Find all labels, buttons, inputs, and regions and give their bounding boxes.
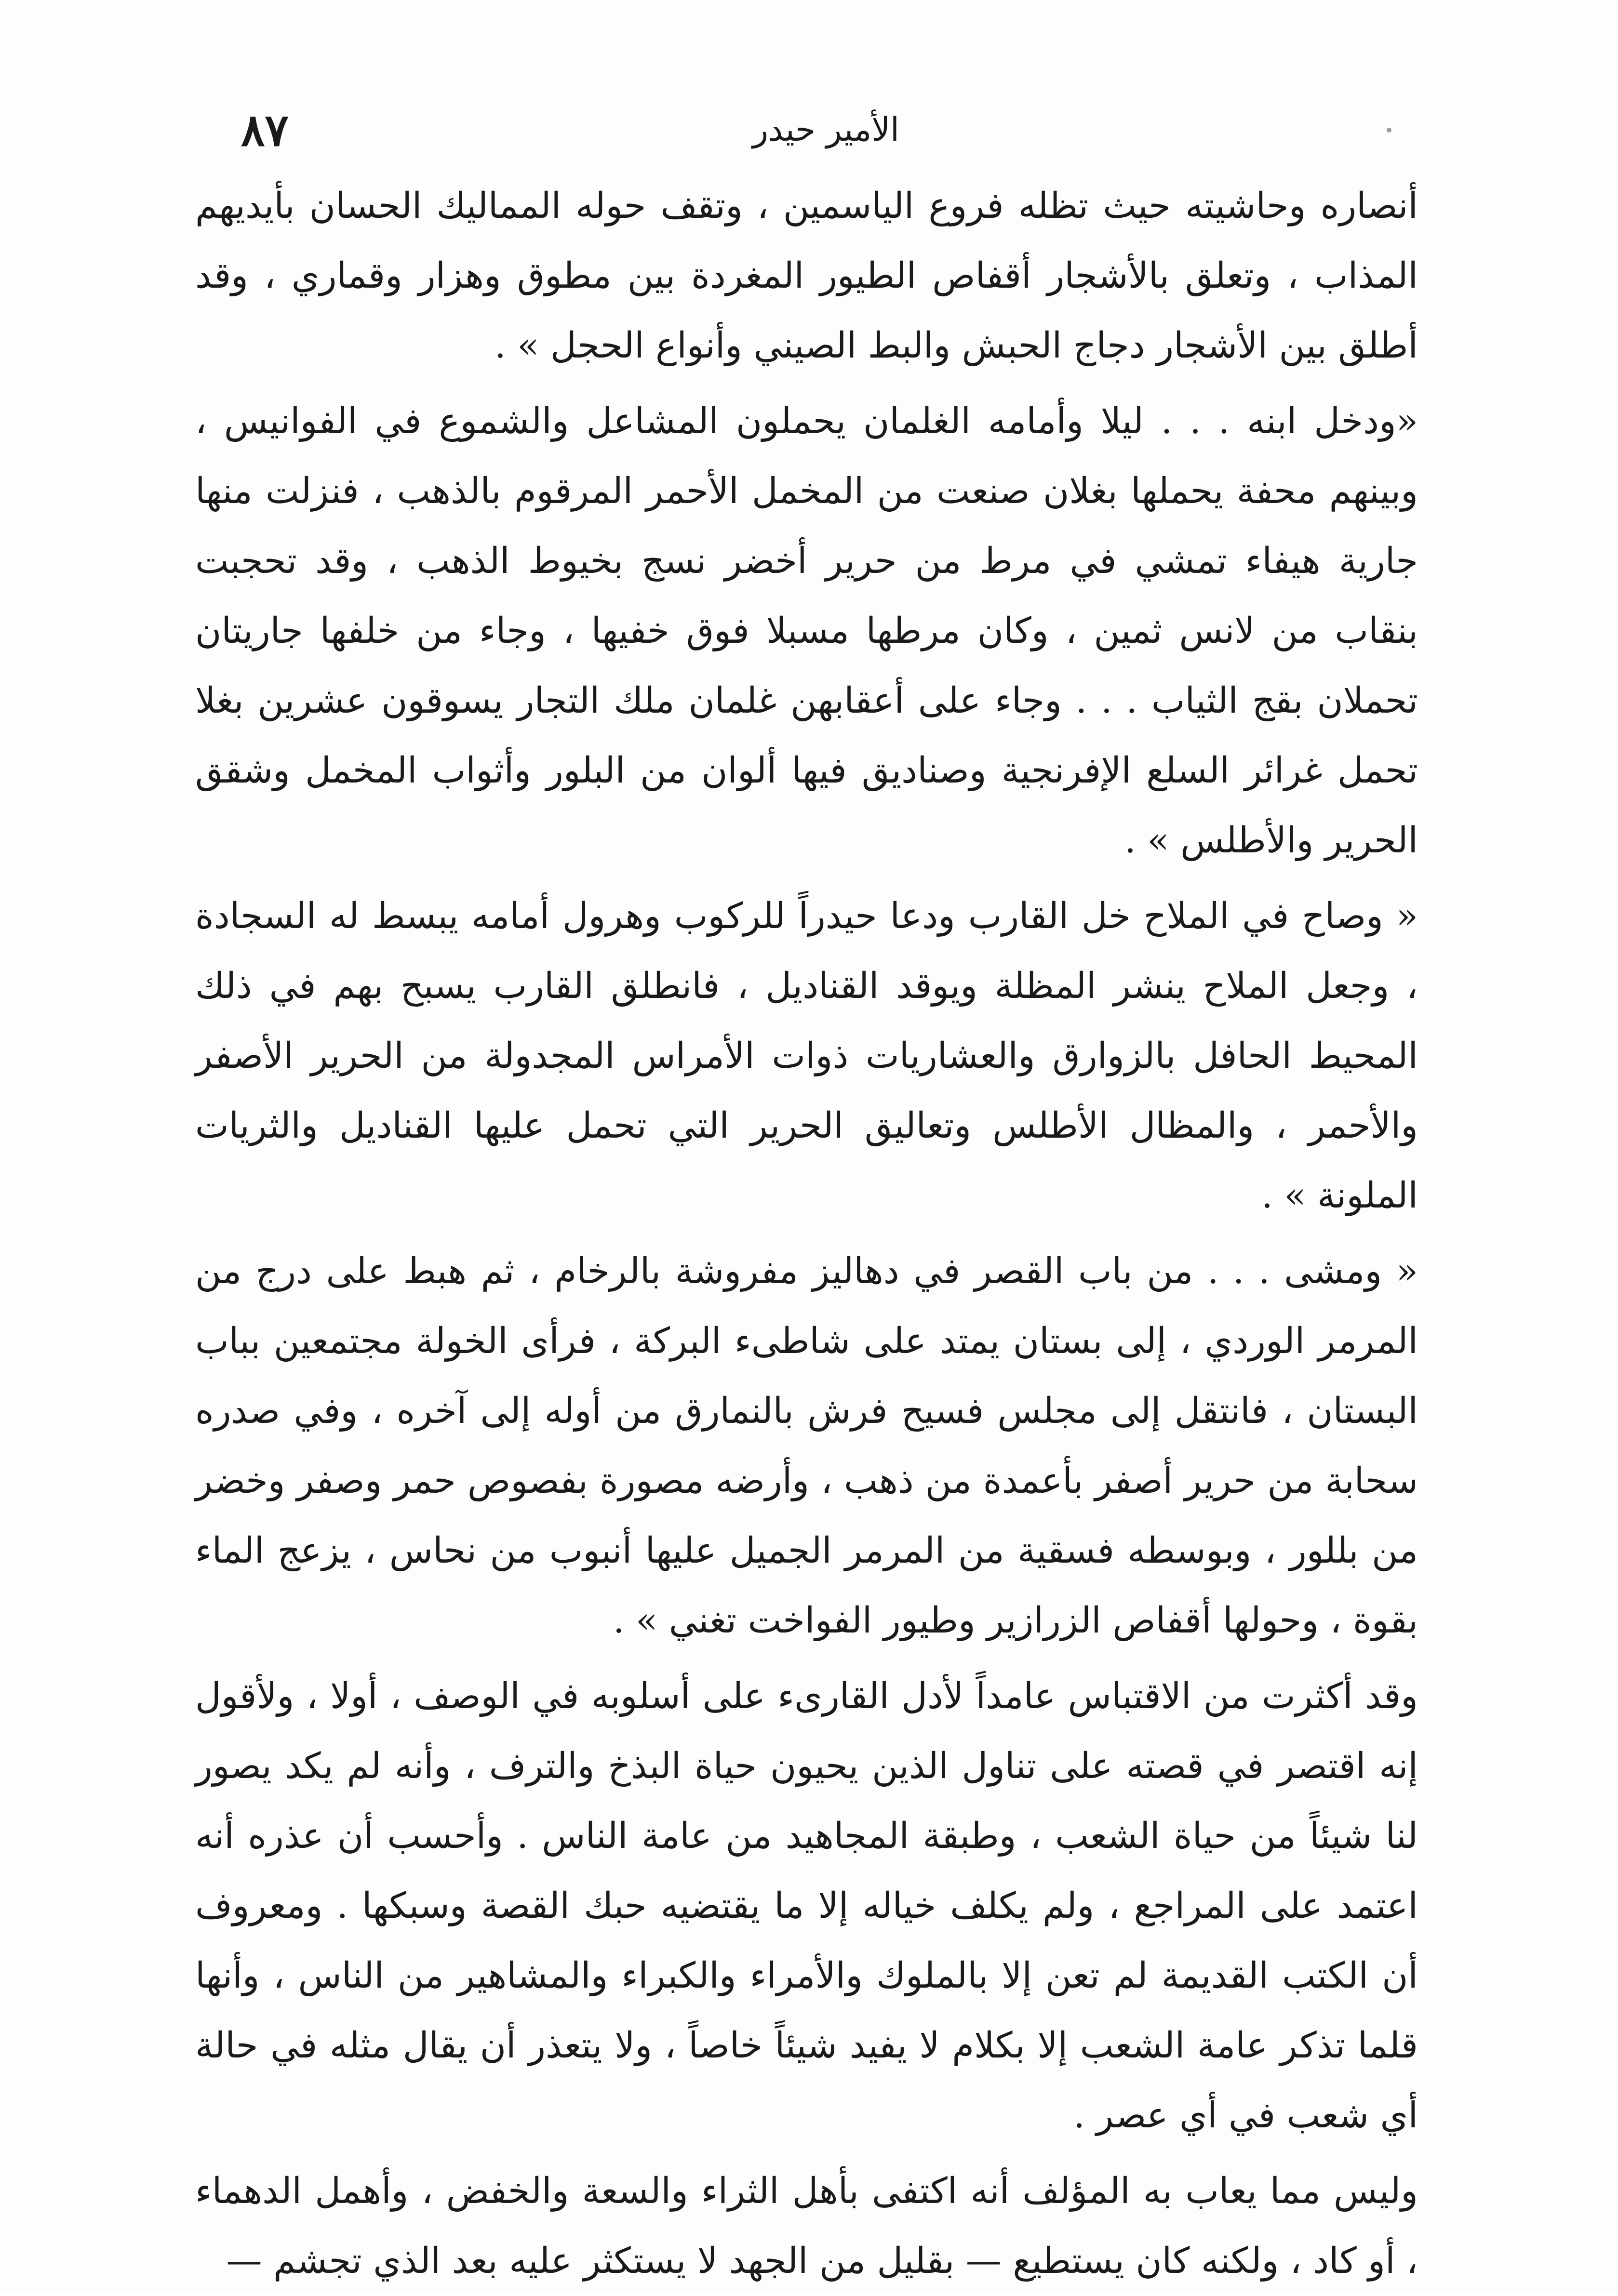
paragraph: وليس مما يعاب به المؤلف أنه اكتفى بأهل الثراء والسعة والخفض ، وأهمل الدهماء ، أو كاد ، ولكنه كان يستطيع — بقليل من الجهد لا يستكثر عليه بعد الذي تجشم — bbox=[195, 2170, 1418, 2282]
running-header bbox=[227, 104, 1425, 157]
paragraph: «ودخل ابنه . . . ليلا وأمامه الغلمان يحملون المشاعل والشموع في الفوانيس ، وبينهم محفة يحملها بغلان صنعت من المخمل الأحمر المرقوم بالذهب ، فنزلت منها جارية هيفاء تمشي في مرط من حرير أخضر نسج بخيوط الذهب ، وقد تحجبت بنقاب من لانس ثمين ، وكان مرطها مسبلا فوق خفيها ، وجاء من خلفها جاريتان تحملان بقج الثياب . . . وجاء على أعقابهن غلمان ملك التجار يسوقون عشرين بغلا تحمل غرائر السلع الإفرنجية وصناديق فيها ألوان من البلور وأثواب المخمل وشقق الحرير والأطلس » . bbox=[195, 400, 1418, 861]
paragraph: « وصاح في الملاح خل القارب ودعا حيدراً للركوب وهرول أمامه يبسط له السجادة ، وجعل الملاح ينشر المظلة ويوقد القناديل ، فانطلق القارب يسبح بهم في ذلك المحيط الحافل بالزوارق والعشاريات ذوات الأمراس المجدولة من الحرير الأصفر والأحمر ، والمظال الأطلس وتعاليق الحرير التي تحمل عليها القناديل والثريات الملونة » . bbox=[195, 895, 1418, 1216]
page-number: ٨٧ bbox=[241, 104, 289, 156]
paragraph: أنصاره وحاشيته حيث تظله فروع الياسمين ، وتقف حوله المماليك الحسان بأيديهم المذاب ، وتعلق بالأشجار أقفاص الطيور المغردة بين مطوق وهزار وقماري ، وقد أطلق بين الأشجار دجاج الحبش والبط الصيني وأنواع الحجل » . bbox=[195, 185, 1418, 366]
paragraph: « ومشى . . . من باب القصر في دهاليز مفروشة بالرخام ، ثم هبط على درج من المرمر الوردي ، إلى بستان يمتد على شاطىء البركة ، فرأى الخولة مجتمعين بباب البستان ، فانتقل إلى مجلس فسيح فرش بالنمارق من أوله إلى آخره ، وفي صدره سحابة من حرير أصفر بأعمدة من ذهب ، وأرضه مصورة بفصوص حمر وصفر وخضر من بللور ، وبوسطه فسقية من المرمر الجميل عليها أنبوب من نحاس ، يزعج الماء بقوة ، وحولها أقفاص الزرازير وطيور الفواخت تغني » . bbox=[195, 1250, 1418, 1641]
body-text bbox=[195, 171, 1418, 2296]
paragraph: وقد أكثرت من الاقتباس عامداً لأدل القارىء على أسلوبه في الوصف ، أولا ، ولأقول إنه اقتصر في قصته على تناول الذين يحيون حياة البذخ والترف ، وأنه لم يكد يصور لنا شيئاً من حياة الشعب ، وطبقة المجاهيد من عامة الناس . وأحسب أن عذره أنه اعتمد على المراجع ، ولم يكلف خياله إلا ما يقتضيه حبك القصة وسبكها . ومعروف أن الكتب القديمة لم تعن إلا بالملوك والأمراء والكبراء والمشاهير من الناس ، وأنها قلما تذكر عامة الشعب إلا بكلام لا يفيد شيئاً خاصاً ، ولا يتعذر أن يقال مثله في حالة أي شعب في أي عصر . bbox=[195, 1675, 1418, 2136]
running-title: الأمير حيدر bbox=[752, 111, 899, 149]
